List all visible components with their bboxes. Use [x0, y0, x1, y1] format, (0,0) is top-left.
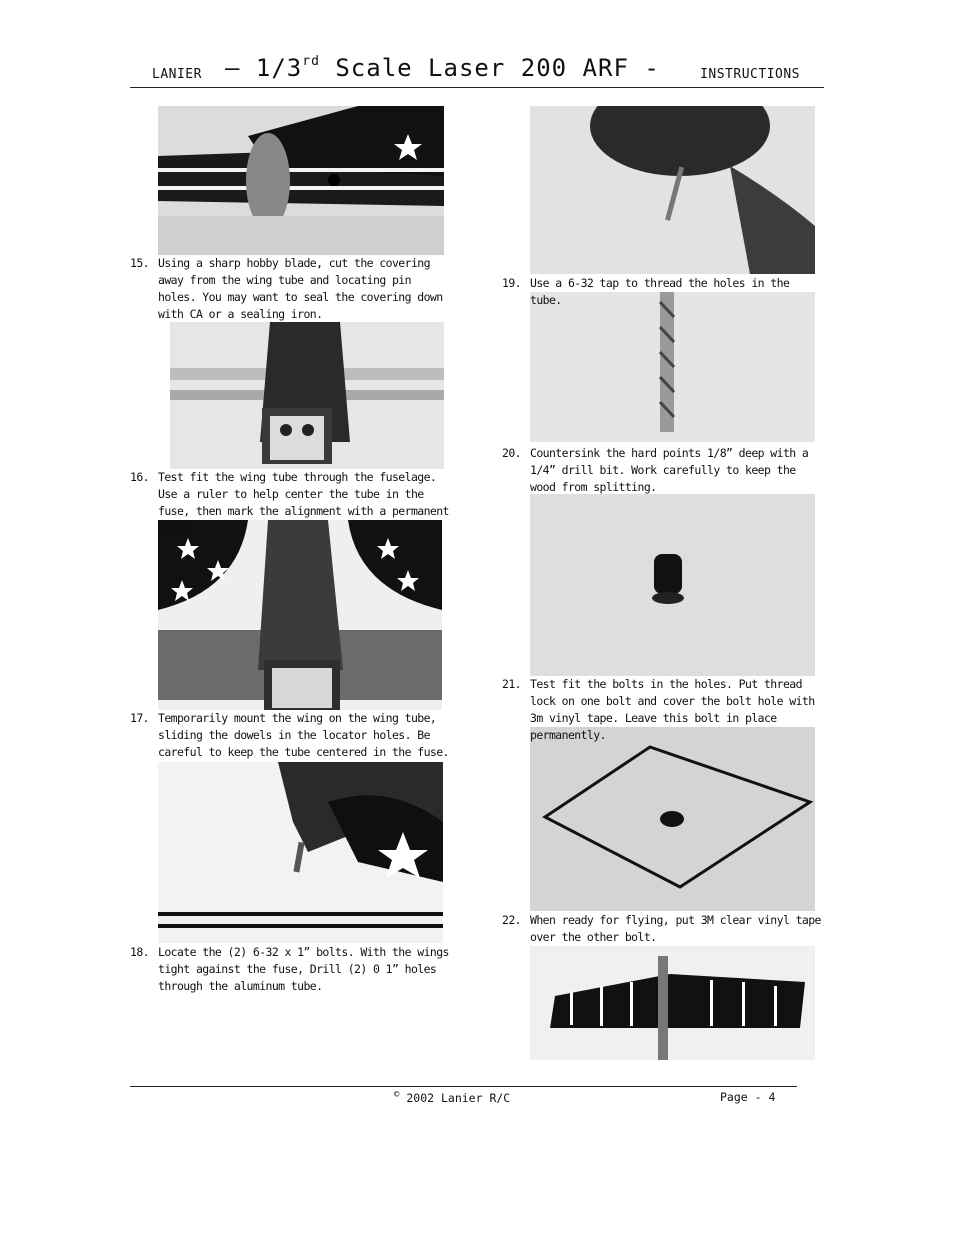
- photo-step-16-wing-tube-fit: [170, 322, 444, 469]
- page-header: [130, 52, 824, 88]
- header-suffix: INSTRUCTIONS: [700, 67, 800, 82]
- photo-step-17-wing-mounted: [158, 520, 442, 710]
- step-16: 16. Test fit the wing tube through the fuselage. Use a ruler to help center the tube in the fuse, then mark the alignment with a permanent marker.: [130, 470, 449, 535]
- step-18: 18. Locate the (2) 6-32 x 1” bolts. With the wings tight against the fuse, Drill (2) 0 1” holes through the aluminum tube.: [130, 945, 449, 993]
- step-17: 17. Temporarily mount the wing on the wing tube, sliding the dowels in the locator holes. Be careful to keep the tube centered in the fuse.: [130, 711, 449, 759]
- copyright-symbol: ©: [394, 1090, 400, 1100]
- step-20: 20. Countersink the hard points 1/8” deep with a 1/4” drill bit. Work carefully to keep the wood from splitting.: [502, 446, 809, 494]
- photo-step-18-drilling: [158, 762, 443, 943]
- photo-step-20-countersink: [530, 292, 815, 442]
- footer-copyright: © 2002 Lanier R/C: [394, 1090, 511, 1105]
- step-19: 19. Use a 6-32 tap to thread the holes in the tube.: [502, 276, 790, 307]
- photo-step-19-tapping: [530, 106, 815, 274]
- photo-step-21-bolt-fit: [530, 494, 815, 676]
- footer-divider: [130, 1086, 797, 1087]
- photo-step-15-fuselage-covering: [158, 106, 444, 255]
- photo-stabilizer: [530, 946, 815, 1060]
- header-brand: LANIER: [152, 67, 202, 82]
- header-title: – 1/3rd Scale Laser 200 ARF -: [225, 54, 660, 82]
- step-21: 21. Test fit the bolts in the holes. Put thread lock on one bolt and cover the bolt hole with 3m vinyl tape. Leave this bolt in place permanently.: [502, 677, 815, 742]
- step-22: 22. When ready for flying, put 3M clear vinyl tape over the other bolt.: [502, 913, 821, 944]
- step-15: 15. Using a sharp hobby blade, cut the covering away from the wing tube and locating pin holes. You may want to seal the covering down with CA or a sealing iron.: [130, 256, 443, 321]
- footer-page-number: Page - 4: [720, 1090, 776, 1104]
- photo-step-22-tape: [530, 727, 815, 911]
